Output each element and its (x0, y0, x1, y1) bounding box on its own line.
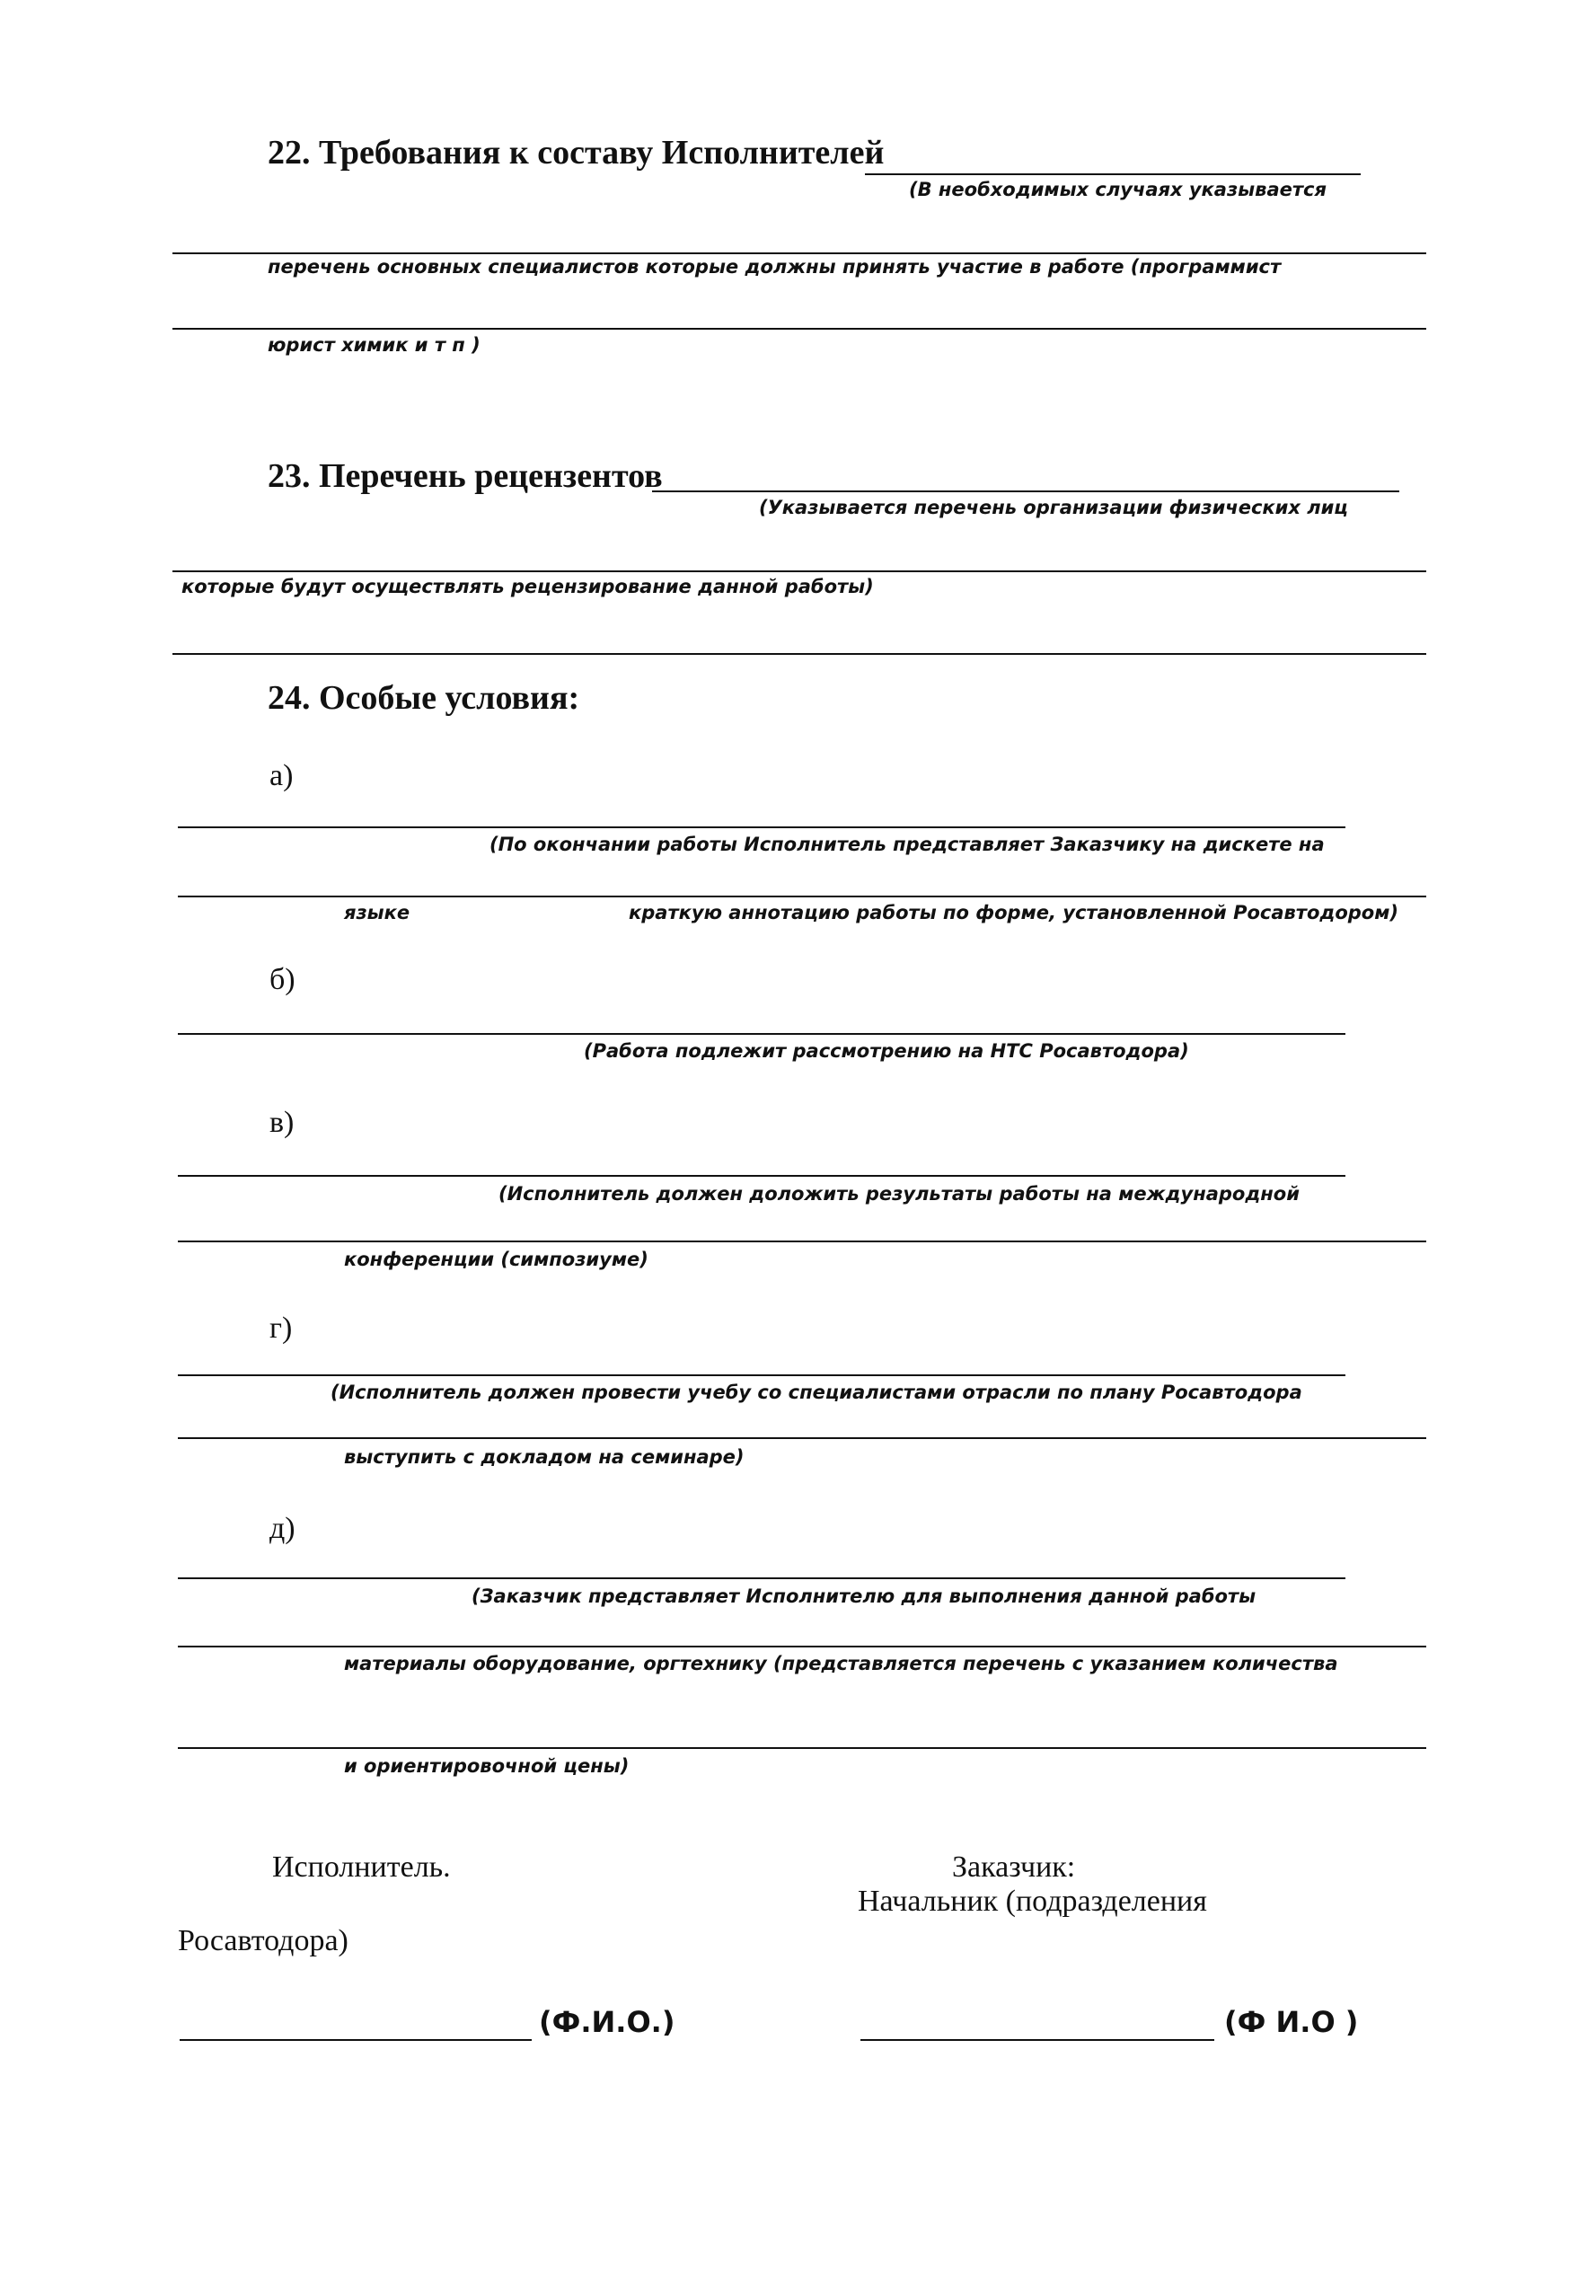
item-a-label: а) (269, 759, 294, 792)
executor-signature-line (180, 2039, 532, 2041)
item-d-hint-2: материалы оборудование, оргтехнику (представляется перечень с указанием количества (344, 1653, 1338, 1674)
customer-signature-line (860, 2039, 1214, 2041)
item-d-hint-1: (Заказчик представляет Исполнителю для выполнения данной работы (472, 1585, 1257, 1607)
customer-position-2: Росавтодора) (178, 1924, 348, 1957)
section-22-line-1 (172, 252, 1426, 254)
section-22-title: 22. Требования к составу Исполнителей (268, 134, 885, 172)
section-23-line-2 (172, 653, 1426, 655)
section-22-hint-3: юрист химик и т п ) (268, 334, 481, 356)
item-a-hint-1: (По окончании работы Исполнитель представляет Заказчику на дискете на (489, 834, 1325, 855)
section-22-hint-1: (В необходимых случаях указывается (909, 179, 1327, 200)
item-a-hint-2b: краткую аннотацию работы по форме, установленной Росавтодором) (629, 902, 1399, 923)
item-v-hint-2: конференции (симпозиуме) (344, 1249, 648, 1270)
customer-position-1: Начальник (подразделения (858, 1885, 1207, 1918)
item-v-label: в) (269, 1106, 295, 1139)
customer-fio: (Ф И.О ) (1224, 2005, 1359, 2039)
item-v-hint-1: (Исполнитель должен доложить результаты работы на международной (498, 1183, 1300, 1205)
item-a-line-1 (178, 826, 1345, 828)
item-d-line-2 (178, 1646, 1426, 1647)
section-23-line-1 (172, 570, 1426, 572)
item-b-label: б) (269, 963, 295, 996)
item-g-hint-1: (Исполнитель должен провести учебу со специалистами отрасли по плану Росавтодора (331, 1382, 1302, 1403)
item-a-line-2 (178, 896, 1426, 897)
item-g-line-1 (178, 1374, 1345, 1376)
item-d-line-1 (178, 1577, 1345, 1579)
item-d-label: д) (269, 1512, 295, 1545)
item-a-hint-2a: языке (344, 902, 410, 923)
section-23-fill-line (652, 490, 1399, 492)
section-22-hint-2: перечень основных специалистов которые должны принять участие в работе (программист (268, 256, 1282, 278)
item-g-line-2 (178, 1437, 1426, 1439)
section-22-fill-line (865, 173, 1361, 175)
section-24-title: 24. Особые условия: (268, 679, 580, 717)
item-b-hint-1: (Работа подлежит рассмотрению на НТС Росавтодора) (584, 1040, 1189, 1062)
item-v-line-1 (178, 1175, 1345, 1177)
item-b-line-1 (178, 1033, 1345, 1035)
item-g-hint-2: выступить с докладом на семинаре) (344, 1446, 745, 1468)
section-23-title: 23. Перечень рецензентов (268, 457, 663, 495)
executor-fio: (Ф.И.О.) (539, 2005, 675, 2039)
item-d-hint-3: и ориентировочной цены) (344, 1755, 630, 1777)
customer-label: Заказчик: (952, 1850, 1076, 1884)
executor-label: Исполнитель. (272, 1850, 451, 1884)
section-23-hint-2: которые будут осуществлять рецензирование данной работы) (181, 576, 874, 597)
item-v-line-2 (178, 1241, 1426, 1242)
item-g-label: г) (269, 1311, 293, 1345)
section-23-hint-1: (Указывается перечень организации физических лиц (759, 497, 1348, 518)
item-d-line-3 (178, 1747, 1426, 1749)
section-22-line-2 (172, 328, 1426, 330)
